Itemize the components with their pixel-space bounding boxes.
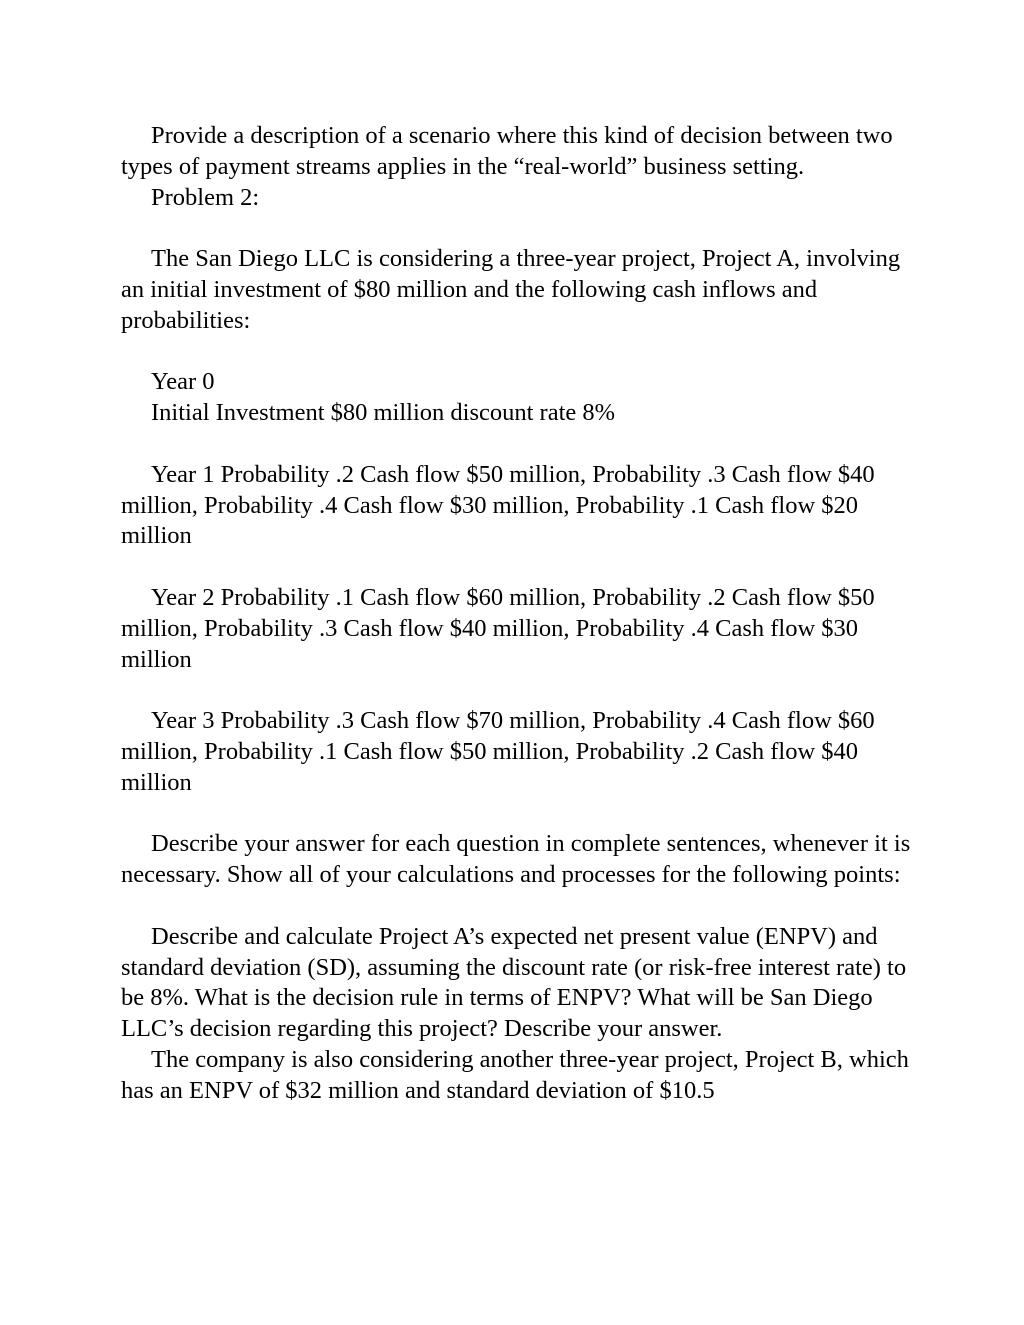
blank-line [121, 213, 921, 244]
paragraph-scenario-description: Provide a description of a scenario where this kind of decision between two types of payment streams applies in the “real-world” business setting. [121, 122, 893, 180]
paragraph-instructions: Describe your answer for each question in complete sentences, whenever it is necessary. Show all of your calculations and processes for the following points: [121, 830, 911, 889]
paragraph-project-b: The company is also considering another three-year project, Project B, which has an ENPV of $32 million and standard deviation of $10.5 [121, 1045, 909, 1104]
paragraph-initial-investment: Initial Investment $80 million discount rate 8% [151, 399, 616, 427]
blank-line [121, 337, 921, 368]
paragraph-year-0: Year 0 [151, 368, 215, 396]
blank-line [121, 891, 921, 922]
paragraph-project-a-intro: The San Diego LLC is considering a three-year project, Project A, involving an initial investment of $80 million and the following cash inflows and probabilities: [121, 245, 901, 334]
heading-problem-2: Problem 2: [151, 183, 260, 211]
blank-line [121, 552, 921, 583]
blank-line [121, 429, 921, 460]
document-body [121, 121, 921, 1107]
paragraph-year-1: Year 1 Probability .2 Cash flow $50 million, Probability .3 Cash flow $40 million, Probability .4 Cash flow $30 million, Probability .1 Cash flow $20 million [121, 460, 875, 550]
paragraph-year-3: Year 3 Probability .3 Cash flow $70 million, Probability .4 Cash flow $60 million, Probability .1 Cash flow $50 million, Probability .2 Cash flow $40 million [121, 707, 875, 796]
blank-line [121, 799, 921, 830]
blank-line [121, 675, 921, 706]
paragraph-question-enpv: Describe and calculate Project A’s expected net present value (ENPV) and standard deviation (SD), assuming the discount rate (or risk-free interest rate) to be 8%. What is the decision rule in terms of ENPV? What will be San Diego LLC’s decision regarding this project? Describe your answer. [121, 922, 907, 1043]
paragraph-year-2: Year 2 Probability .1 Cash flow $60 million, Probability .2 Cash flow $50 million, Probability .3 Cash flow $40 million, Probability .4 Cash flow $30 million [121, 583, 875, 673]
